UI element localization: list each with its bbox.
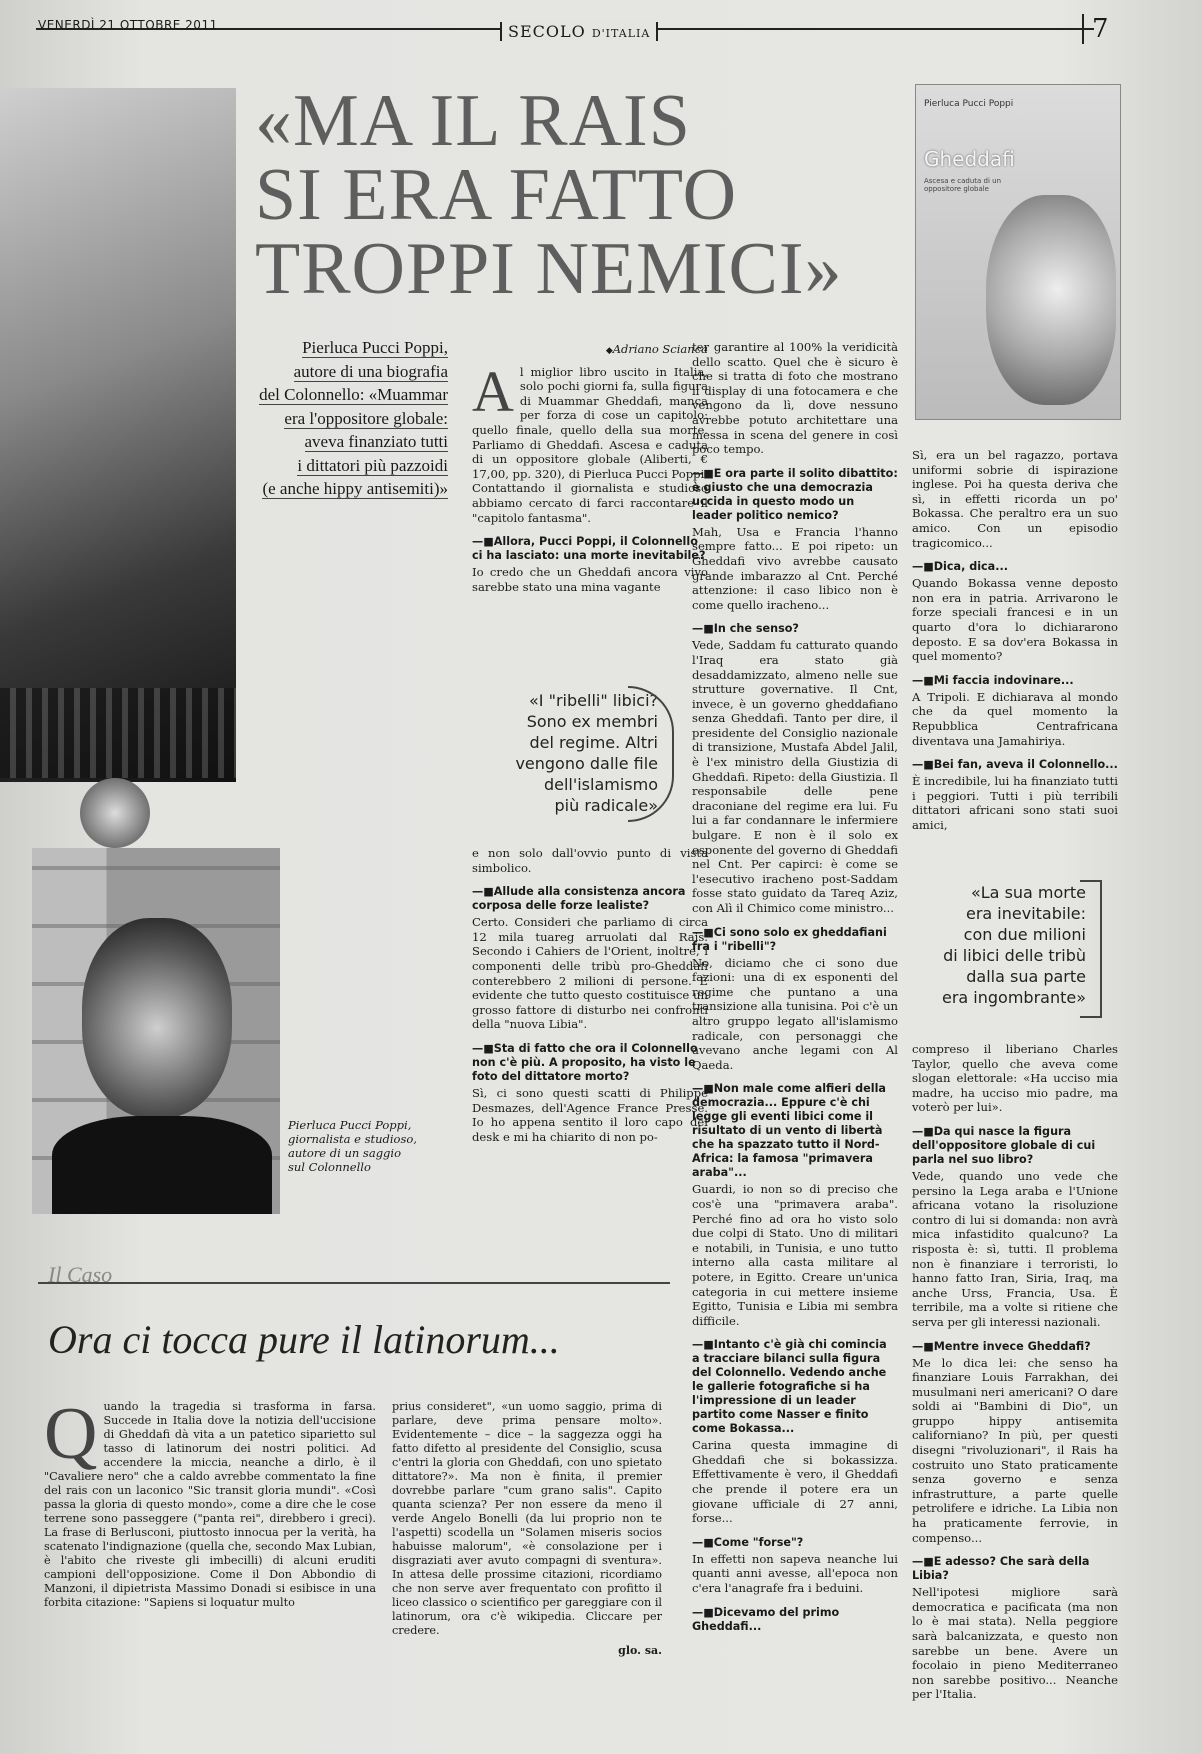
question: —■ Mi faccia indovinare...	[912, 674, 1118, 688]
headline-line-1: «MA IL RAIS	[255, 80, 691, 162]
drop-cap: Q	[44, 1393, 98, 1475]
answer: e non solo dall'ovvio punto di vista simbolico.	[472, 846, 708, 875]
pull-quote-2	[900, 882, 1086, 1008]
answer: A Tripoli. E dichiarava al mondo che da quel momento la Repubblica Centrafricana diventava una Jamahiriya.	[912, 689, 1118, 748]
pull-line: più radicale»	[554, 796, 658, 815]
pull-line: «I "ribelli" libici?	[529, 691, 658, 710]
signature: glo. sa.	[618, 1644, 662, 1657]
section-rubric: Il Caso	[48, 1262, 113, 1287]
book-subtitle: Ascesa e caduta di un oppositore globale	[924, 177, 1002, 193]
question: —■ Come "forse"?	[692, 1536, 898, 1550]
headline-line-3: TROPPI NEMICI»	[255, 228, 843, 310]
sidebar-column-1	[44, 1393, 377, 1616]
answer: compreso il liberiano Charles Taylor, quello che aveva come slogan elettorale: «Ha ucciso mia madre, ha ucciso mio padre, ma voterò per lui».	[912, 1042, 1118, 1115]
drop-cap: A	[472, 358, 514, 424]
deck-line: aveva finanziato tutti	[304, 432, 448, 451]
question: —■ Non male come alfieri della democrazia... Eppure c'è chi legge gli eventi libici come il risultato di un vento di libertà che ha spazzato tutto il Nord-Africa: la famosa "primavera araba"...	[692, 1082, 898, 1180]
jeep-grille-shape	[0, 688, 236, 778]
question: —■ Mentre invece Gheddafi?	[912, 1340, 1118, 1354]
question: —■ E adesso? Che sarà della Libia?	[912, 1555, 1118, 1583]
question: —■ Da qui nasce la figura dell'oppositore globale di cui parla nel suo libro?	[912, 1125, 1118, 1167]
question: —■ Sta di fatto che ora il Colonnello non c'è più. A proposito, ha visto le foto del dittatore morto?	[472, 1042, 708, 1084]
deck-line: del Colonnello: «Muammar	[259, 385, 448, 404]
pull-line: era inevitabile:	[965, 904, 1086, 923]
article-column-1-bottom	[472, 846, 708, 1150]
pull-line: vengono dalle file	[515, 754, 658, 773]
headline-line-2: SI ERA FATTO	[255, 154, 738, 236]
photo-caption: Pierluca Pucci Poppi, giornalista e studioso, autore di un saggio sul Colonnello	[288, 1118, 417, 1174]
book-cover	[915, 84, 1121, 420]
answer: Certo. Consideri che parliamo di circa 12 mila tuareg arruolati dal Rais. Secondo i Cahiers de l'Orient, inoltre, i componenti delle tribù pro-Gheddafi conterebbero 2 milioni di persone. È evidente che tutto questo costituisce un grosso fattore di disturbo nei confronti della "nuova Libia".	[472, 915, 708, 1032]
answer: In effetti non sapeva neanche lui quanti anni avesse, all'epoca non c'era l'anagrafe fra i beduini.	[692, 1551, 898, 1596]
question: —■ Allora, Pucci Poppi, il Colonnello ci ha lasciato: una morte inevitabile?	[472, 535, 708, 563]
answer: Vede, quando uno vede che persino la Lega araba e l'Unione africana votano la risoluzione contro di lui si domanda: non avrà mica infastidito qualcuno? La risposta è: sì, tutti. Il problema non è finanziare i terroristi, lo hanno fatto Iran, Siria, Iraq, ma anche Urss, Francia, Usa. È terribile, ma a volte si ritiene che serva per gli interessi nazionali.	[912, 1168, 1118, 1329]
pull-line: del regime. Altri	[529, 733, 658, 752]
pull-line: di libici delle tribù	[943, 946, 1086, 965]
lead-photo-rebels	[0, 88, 236, 782]
answer: Quando Bokassa venne deposto non era in patria. Arrivarono le forze speciali francesi e in un quarto d'ora lo dichiararono deposto. E sa dov'era Bokassa in quel momento?	[912, 576, 1118, 664]
book-author: Pierluca Pucci Poppi	[924, 99, 1014, 109]
deck-line: (e anche hippy antisemiti)»	[262, 479, 448, 498]
question: —■ Dicevamo del primo Gheddafi...	[692, 1606, 898, 1634]
deck-line: Pierluca Pucci Poppi,	[302, 338, 448, 357]
sweater-shape	[52, 1116, 272, 1214]
answer: Mah, Usa e Francia l'hanno sempre fatto... E poi ripeto: un Gheddafi vivo avrebbe causato grande imbarazzo al Cnt. Perché attenzione: il caso libico non è come quello iracheno...	[692, 524, 898, 612]
answer: Io credo che un Gheddafi ancora vivo sarebbe stato una mina vagante	[472, 565, 708, 594]
book-title: Gheddafi	[924, 147, 1015, 171]
pull-line: con due milioni	[963, 925, 1086, 944]
answer: Guardi, io non so di preciso che cos'è una "primavera araba". Perché fino ad ora ho visto solo due colpi di Stato. Uno di militari e notabili, in Tunisia, e uno tutto interno alla casta militare al potere, in Egitto. Creare un'unica categoria in cui mettere insieme Egitto, Tunisia e Libia mi sembra difficile.	[692, 1182, 898, 1328]
deck-line: autore di una biografia	[293, 361, 448, 381]
intro-paragraph: Al miglior libro uscito in Italia, solo pochi giorni fa, sulla figura di Muammar Gheddafi, manca per forza di cose un capitolo: quello finale, quello della sua morte. Parliamo di Gheddafi. Ascesa e caduta di un oppositore globale (Aliberti, € 17,00, pp. 320), di Pierluca Pucci Poppi. Contattando il giornalista e studioso abbiamo cercato di farci raccontare il "capitolo fantasma".	[472, 358, 708, 525]
issue-date: VENERDÌ 21 OTTOBRE 2011	[38, 18, 218, 32]
answer: Vede, Saddam fu catturato quando l'Iraq era stato già desaddamizzato, almeno nelle sue strutture governative. Il Cnt, invece, è un governo gheddafiano senza Gheddafi. Tanto per dire, il presidente del Consiglio nazionale di transizione, Mustafa Abdel Jalil, è l'ex ministro della Giustizia di Gheddafi. Ripeto: della Giustizia. Il responsabile delle pene draconiane del regime era lui. Fu lui a far condannare le infermiere bulgare. E non è il solo ex esponente del governo di Gheddafi nel Cnt. Per capirci: è come se l'esecutivo iracheno post-Saddam fosse stato guidato da Tareq Aziz, con Alì il Chimico come ministro...	[692, 638, 898, 915]
sidebar-paragraph: prius consideret", «un uomo saggio, prima di parlare, deve prima pensare molto». Evidentemente – dice – la saggezza oggi ha fatto difetto al presidente del Consiglio, scusa c'entri la gloria con Gheddafi, con uno spietato dittatore?». Ma non è finita, il premier dovrebbe parlare "cum grano salis". Capito quanta scienza? Per non essere da meno il verde Angelo Bonelli (da lui proprio non te l'aspetti) scodella un "Solamen miseris socios habuisse malorum", «è consolazione per i disgraziati aver avuto compagni di sventura». In attesa delle prossime citazioni, ricordiamo che non serve aver frequentato con profitto il liceo classico o scientifico per gareggiare con il latinorum, ora c'è wikipedia. Cliccare per credere.	[392, 1400, 662, 1637]
question: —■ Allude alla consistenza ancora corposa delle forze lealiste?	[472, 885, 708, 913]
question: —■ In che senso?	[692, 622, 898, 636]
question: —■ Intanto c'è già chi comincia a tracciare bilanci sulla figura del Colonnello. Vedendo anche le gallerie fotografiche si ha l'impressione di un leader partito come Nasser e finito come Bokassa...	[692, 1338, 898, 1436]
page-number: 7	[1082, 14, 1109, 44]
byline: ◆ Adriano Scianca	[472, 342, 708, 359]
question: —■ E ora parte il solito dibattito: è giusto che una democrazia uccida in questo modo un leader politico nemico?	[692, 467, 898, 523]
pull-line: dell'islamismo	[543, 775, 658, 794]
sidebar-column-2	[392, 1400, 662, 1658]
answer: Me lo dica lei: che senso ha finanziare Louis Farrakhan, dei musulmani neri americani? O dare soldi ai "Bambini di Dio", un gruppo hippy antisemita californiano? In più, per questi disegni "rivoluzionari", il Rais ha costruito uno Stato praticamente senza governo e senza infrastrutture, a parte quelle petrolifere e idriche. La Libia non ha praticamente ferrovie, in compenso...	[912, 1355, 1118, 1545]
answer: ter garantire al 100% la veridicità dello scatto. Quel che è sicuro è che si tratta di foto che mostrano il display di una fotocamera e che vengono da lì, dove nessuno avrebbe potuto architettare una messa in scena del genere in così poco tempo.	[692, 340, 898, 457]
portrait-illustration	[986, 195, 1116, 405]
article-column-2	[692, 340, 898, 1636]
paper-name: SECOLO D'ITALIA	[500, 22, 658, 41]
question: —■ Dica, dica...	[912, 560, 1118, 574]
answer: Sì, ci sono questi scatti di Philippe Desmazes, dell'Agence France Presse. Io ho appena sentito il loro capo del desk e mi ha chiarito di non po-	[472, 1085, 708, 1144]
headlight-shape	[80, 778, 150, 848]
answer: È incredibile, lui ha finanziato tutti i peggiori. Tutti i più terribili dittatori africani sono stati suoi amici,	[912, 774, 1118, 832]
pull-quote-bracket	[628, 686, 674, 822]
portrait-photo	[32, 848, 280, 1214]
answer: Nell'ipotesi migliore sarà democratica e pacificata (ma non lo è mai stata). Nella peggiore sarà balcanizzata, e questo non sarebbe un bene. Avere un focolaio in pieno Mediterraneo non sarebbe positivo... Neanche per l'Italia.	[912, 1585, 1118, 1702]
pull-line: «La sua morte	[970, 883, 1086, 902]
pull-line: era ingombrante»	[941, 988, 1086, 1007]
standfirst	[252, 336, 448, 501]
article-column-1-top	[472, 342, 708, 600]
deck-line: era l'oppositore globale:	[284, 408, 448, 428]
sidebar-paragraph: Quando la tragedia si trasforma in farsa. Succede in Italia dove la notizia dell'uccisione di Gheddafi dà vita a un patetico siparietto sul tasso di latinorum dei nostri politici. Ad accendere la miccia, neanche a dirlo, è il "Cavaliere nero" che a caldo avrebbe commentato la fine del rais con un laconico "Sic transit gloria mundi". «Così passa la gloria di questo mondo», come a dire che le cose terrene sono passeggere ("panta rei", direbbero i greci). La frase di Berlusconi, piuttosto innocua per la verità, ha scatenato l'indignazione (quella che, secondo Max Lubian, è l'abito che riveste gli imbecilli) di alcuni eruditi campioni dell'opposizione. Come il Don Abbondio di Manzoni, il dipietrista Massimo Donadi si esibisce in una forbita citazione: "Sapiens si loquatur multo	[44, 1393, 377, 1609]
headline	[255, 80, 875, 310]
question: —■ Bei fan, aveva il Colonnello...	[912, 758, 1118, 772]
deck-line: i dittatori più pazzoidi	[297, 455, 448, 475]
sidebar-title: Ora ci tocca pure il latinorum...	[48, 1317, 560, 1362]
article-column-3-bottom	[912, 1042, 1118, 1708]
face-shape	[82, 918, 232, 1118]
answer: Carina questa immagine di Gheddafi che si bokassizza. Effettivamente è vero, il Gheddafi che prende il potere era un giovane ufficiale di 27 anni, forse...	[692, 1438, 898, 1526]
answer: No, diciamo che ci sono due fazioni: una di ex esponenti del regime che puntano a una transizione alla tunisina. Poi c'è un altro gruppo legato all'islamismo radicale, con personaggi che avevano anche legami con Al Qaeda.	[692, 955, 898, 1072]
answer: Sì, era un bel ragazzo, portava uniformi sobrie di ispirazione inglese. Poi ha questa deriva che sì, in effetti ricorda un po' Bokassa. Che peraltro era un suo amico. Con un episodio tragicomico...	[912, 448, 1118, 550]
article-column-3-top	[912, 448, 1118, 838]
question: —■ Ci sono solo ex gheddafiani fra i "ribelli"?	[692, 926, 898, 954]
pull-line: dalla sua parte	[966, 967, 1086, 986]
pull-line: Sono ex membri	[526, 712, 658, 731]
